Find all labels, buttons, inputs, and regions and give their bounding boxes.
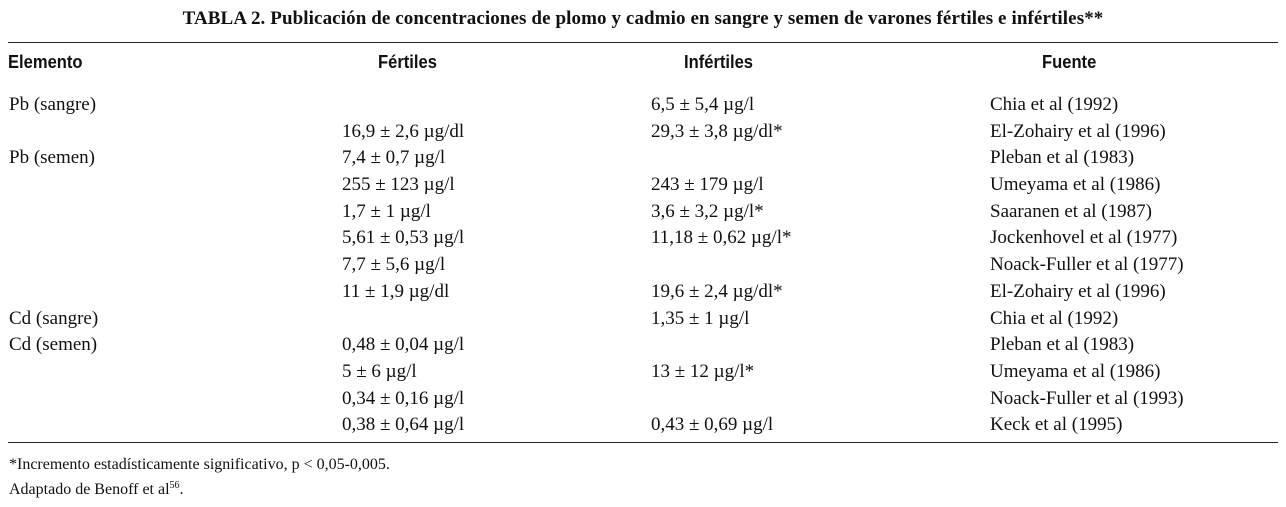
cell-fertiles: 7,7 ± 5,6 µg/l	[342, 254, 446, 276]
cell-elemento: Cd (semen)	[9, 334, 98, 356]
cell-fuente: Jockenhovel et al (1977)	[990, 227, 1178, 249]
table-title: TABLA 2. Publicación de concentraciones de plomo y cadmio en sangre y semen de varones fértiles e infértiles**	[182, 8, 1104, 29]
cell-fertiles: 5,61 ± 0,53 µg/l	[342, 227, 465, 249]
cell-fertiles: 0,34 ± 0,16 µg/l	[342, 387, 465, 409]
cell-infertiles: 13 ± 12 µg/l*	[651, 360, 755, 382]
cell-fuente: Noack-Fuller et al (1993)	[990, 387, 1184, 409]
cell-fuente: Saaranen et al (1987)	[990, 200, 1152, 222]
table-row	[0, 412, 1286, 439]
cell-fertiles: 11 ± 1,9 µg/dl	[342, 280, 450, 302]
header-infertiles: Infértiles	[684, 52, 754, 72]
header-elemento: Elemento	[8, 52, 83, 72]
cell-infertiles: 11,18 ± 0,62 µg/l*	[651, 227, 792, 249]
table-row	[0, 225, 1286, 252]
table-row	[0, 359, 1286, 386]
cell-infertiles: 19,6 ± 2,4 µg/dl*	[651, 280, 783, 302]
table-row	[0, 386, 1286, 413]
cell-elemento: Pb (sangre)	[9, 94, 97, 115]
cell-fuente: Noack-Fuller et al (1977)	[990, 254, 1184, 276]
cell-fertiles: 7,4 ± 0,7 µg/l	[342, 147, 446, 169]
table-row	[0, 252, 1286, 279]
header-fuente: Fuente	[1042, 52, 1097, 72]
bottom-rule	[8, 442, 1278, 443]
cell-fuente: El-Zohairy et al (1996)	[990, 120, 1166, 142]
table-row	[0, 306, 1286, 333]
cell-infertiles: 0,43 ± 0,69 µg/l	[651, 414, 774, 436]
cell-fuente: Pleban et al (1983)	[990, 147, 1135, 169]
cell-elemento: Pb (semen)	[9, 147, 96, 169]
cell-fuente: Pleban et al (1983)	[990, 334, 1135, 356]
table-row	[0, 119, 1286, 146]
cell-fertiles: 1,7 ± 1 µg/l	[342, 200, 431, 222]
cell-fertiles: 16,9 ± 2,6 µg/dl	[342, 120, 465, 142]
table-row	[0, 145, 1286, 172]
footnote-reference-number: 56	[169, 480, 180, 491]
table-body	[0, 92, 1286, 439]
cell-infertiles: 1,35 ± 1 µg/l	[651, 307, 750, 329]
cell-fuente: Chia et al (1992)	[990, 307, 1119, 329]
cell-fuente: Chia et al (1992)	[990, 94, 1119, 115]
footnote-adapted-text: Adaptado de Benoff et al	[9, 481, 170, 498]
cell-fertiles: 0,38 ± 0,64 µg/l	[342, 414, 465, 436]
cell-infertiles: 6,5 ± 5,4 µg/l	[651, 94, 755, 115]
header-fertiles: Fértiles	[378, 52, 437, 72]
footnote-adapted	[9, 475, 390, 500]
cell-fertiles: 5 ± 6 µg/l	[342, 360, 417, 382]
cell-fertiles: 255 ± 123 µg/l	[342, 174, 455, 196]
cell-fuente: Umeyama et al (1986)	[990, 174, 1161, 196]
cell-infertiles: 3,6 ± 3,2 µg/l*	[651, 200, 764, 222]
cell-fuente: Umeyama et al (1986)	[990, 360, 1161, 382]
top-rule	[8, 42, 1278, 43]
table-row	[0, 279, 1286, 306]
cell-elemento: Cd (sangre)	[9, 307, 99, 329]
cell-infertiles: 243 ± 179 µg/l	[651, 174, 764, 196]
footnotes	[9, 454, 390, 500]
cell-fuente: El-Zohairy et al (1996)	[990, 280, 1166, 302]
table-row	[0, 92, 1286, 119]
footnote-adapted-end: .	[179, 481, 184, 498]
table-row	[0, 199, 1286, 226]
cell-infertiles: 29,3 ± 3,8 µg/dl*	[651, 120, 783, 142]
table-row	[0, 172, 1286, 199]
table-row	[0, 332, 1286, 359]
cell-fuente: Keck et al (1995)	[990, 414, 1123, 436]
cell-fertiles: 0,48 ± 0,04 µg/l	[342, 334, 465, 356]
footnote-significance: *Incremento estadísticamente significativo, p < 0,05-0,005.	[9, 456, 390, 473]
